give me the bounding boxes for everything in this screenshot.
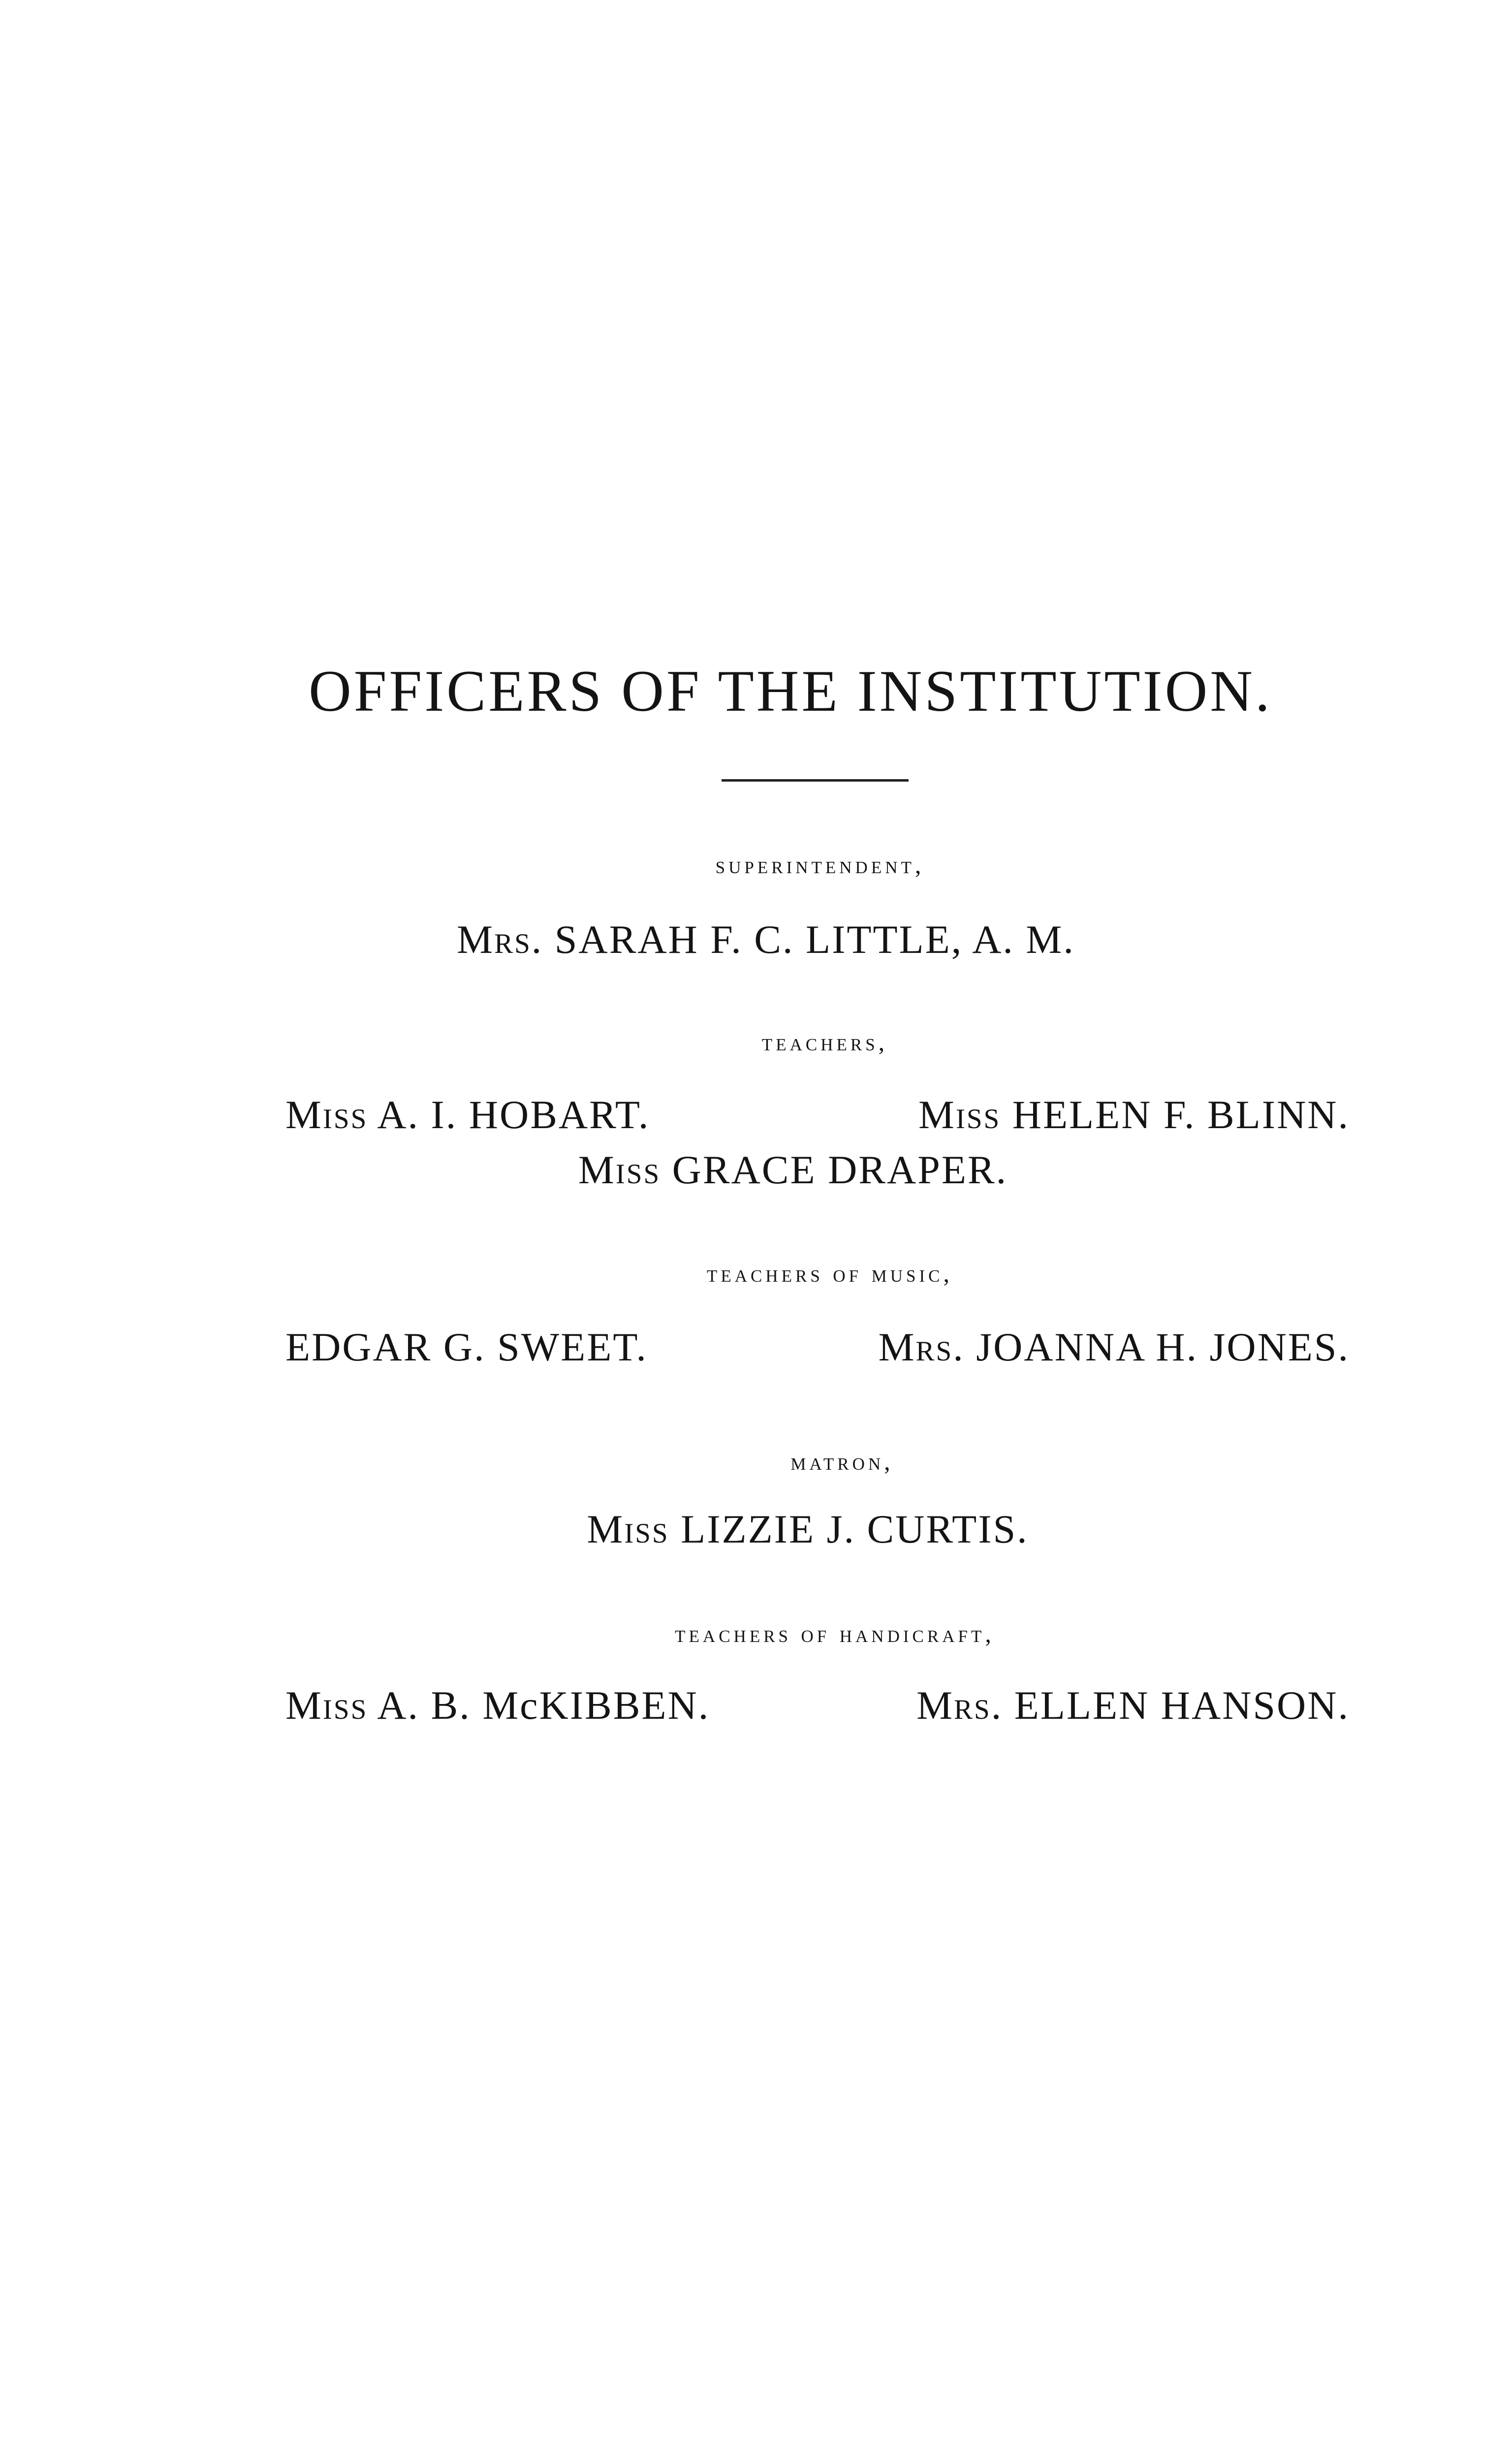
handicraft-teacher-left-name: A. B. McKIBBEN. (377, 1683, 710, 1728)
superintendent-name: SARAH F. C. LITTLE, A. M. (554, 917, 1075, 962)
title-divider (722, 779, 909, 782)
teacher-entry-center (0, 1147, 1512, 1193)
superintendent-heading: superintendent, (715, 851, 925, 879)
music-teacher-right-name: JOANNA H. JONES. (976, 1325, 1350, 1369)
teacher-entry-left (285, 1092, 650, 1138)
handicraft-teacher-left-honorific: Miss (285, 1683, 368, 1728)
teacher-center-name: GRACE DRAPER. (672, 1147, 1008, 1192)
teacher-right-honorific: Miss (918, 1092, 1001, 1137)
teacher-entry-right (918, 1092, 1350, 1138)
superintendent-entry (0, 916, 1512, 963)
music-teacher-left-name: EDGAR G. SWEET. (285, 1325, 648, 1369)
handicraft-teacher-right-name: ELLEN HANSON. (1014, 1683, 1350, 1728)
page-title: OFFICERS OF THE INSTITUTION. (309, 658, 1272, 724)
handicraft-teacher-entry-left (285, 1682, 710, 1729)
matron-honorific: Miss (587, 1507, 669, 1551)
matron-name: LIZZIE J. CURTIS. (681, 1507, 1029, 1551)
teachers-heading: teachers, (761, 1028, 888, 1056)
matron-heading: matron, (790, 1448, 894, 1475)
teacher-left-name: A. I. HOBART. (377, 1092, 650, 1137)
handicraft-teachers-heading: teachers of handicraft, (675, 1620, 995, 1647)
superintendent-honorific: Mrs. (457, 917, 543, 962)
handicraft-teacher-entry-right (916, 1682, 1350, 1729)
music-teacher-entry-right (879, 1324, 1350, 1370)
teacher-right-name: HELEN F. BLINN. (1012, 1092, 1350, 1137)
music-teacher-entry-left (285, 1324, 648, 1370)
music-teachers-heading: teachers of music, (707, 1260, 953, 1287)
handicraft-teacher-right-honorific: Mrs. (916, 1683, 1003, 1728)
teacher-center-honorific: Miss (578, 1147, 661, 1192)
music-teacher-right-honorific: Mrs. (878, 1325, 965, 1369)
teacher-left-honorific: Miss (285, 1092, 368, 1137)
matron-entry (0, 1506, 1512, 1552)
